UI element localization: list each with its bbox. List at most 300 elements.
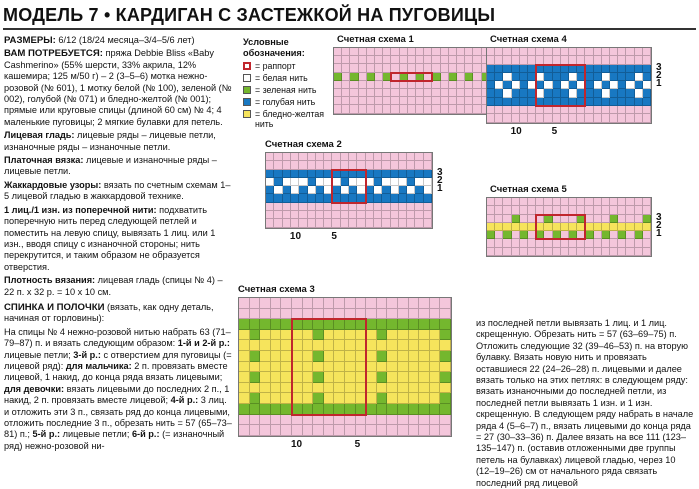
chart-cell: [324, 211, 332, 219]
chart-cell: [415, 211, 423, 219]
chart-cell: [416, 64, 424, 72]
chart-cell: [367, 48, 375, 56]
chart-cell: [635, 248, 643, 256]
chart-cell: [407, 219, 415, 227]
chart-cell: [553, 223, 561, 231]
chart-cell: [643, 48, 651, 56]
chart-cell: [610, 56, 618, 64]
chart-cell: [602, 106, 610, 114]
chart-cell: [357, 211, 365, 219]
chart-cell: [356, 298, 367, 309]
chart-cell: [341, 211, 349, 219]
chart-cell: [356, 415, 367, 426]
chart-cell: [441, 73, 449, 81]
gauge-label: Плотность вязания:: [4, 275, 96, 286]
chart-cell: [473, 56, 481, 64]
chart-cell: [324, 362, 335, 373]
chart-cell: [441, 97, 449, 105]
chart-cell: [400, 105, 408, 113]
chart-cell: [266, 211, 274, 219]
chart-cell: [409, 298, 420, 309]
chart-cell: [643, 106, 651, 114]
chart-cell: [618, 65, 626, 73]
chart-cell: [308, 211, 316, 219]
chart-cell: [281, 351, 292, 362]
chart-cell: [528, 89, 536, 97]
chart-cell: [281, 404, 292, 415]
chart-cell: [441, 48, 449, 56]
chart-cell: [292, 330, 303, 341]
chart-cell: [374, 153, 382, 161]
chart-cell: [334, 309, 345, 320]
chart-cell: [553, 106, 561, 114]
chart-cell: [536, 198, 544, 206]
chart-cell: [643, 114, 651, 122]
chart-cell: [536, 56, 544, 64]
chart-cell: [387, 319, 398, 330]
chart-cell: [416, 89, 424, 97]
chart-cell: [383, 97, 391, 105]
chart-cell: [271, 415, 282, 426]
chart-cell: [569, 231, 577, 239]
chart-cell: [391, 211, 399, 219]
chart-cell: [281, 309, 292, 320]
cross-paragraph: [4, 205, 234, 273]
chart-cell: [334, 56, 342, 64]
chart-cell: [292, 340, 303, 351]
chart-cell: [391, 48, 399, 56]
chart-title: Счетная схема 5: [490, 184, 567, 195]
chart-cell: [528, 98, 536, 106]
chart-cell: [324, 203, 332, 211]
chart-cell: [561, 215, 569, 223]
chart-cell: [383, 64, 391, 72]
back-body-8: (= изнаночный ряд) нежно-розовой ни-: [4, 429, 225, 451]
chart-cell: [391, 219, 399, 227]
chart-cell: [334, 319, 345, 330]
chart-cell: [577, 223, 585, 231]
chart-cell: [299, 170, 307, 178]
chart-cell: [577, 231, 585, 239]
chart-cell: [440, 340, 451, 351]
chart-cell: [569, 206, 577, 214]
chart-cell: [424, 56, 432, 64]
chart-cell: [577, 239, 585, 247]
chart-cell: [643, 56, 651, 64]
column-number: 10: [510, 125, 522, 137]
back-body-7: лицевые петли;: [60, 429, 132, 440]
legend-label: = белая нить: [255, 73, 308, 83]
legend-swatch: [243, 86, 251, 94]
chart-cell: [313, 425, 324, 436]
chart-cell: [374, 178, 382, 186]
chart-cell: [250, 319, 261, 330]
chart-cell: [409, 351, 420, 362]
chart-cell: [332, 178, 340, 186]
chart-cell: [594, 215, 602, 223]
chart-title: Счетная схема 3: [238, 284, 315, 295]
chart-cell: [544, 56, 552, 64]
chart-cell: [512, 231, 520, 239]
chart-cell: [432, 64, 440, 72]
chart-cell: [503, 206, 511, 214]
chart-cell: [416, 73, 424, 81]
chart-cell: [382, 219, 390, 227]
chart-cell: [324, 372, 335, 383]
chart-cell: [544, 239, 552, 247]
chart-cell: [341, 178, 349, 186]
chart-cell: [409, 425, 420, 436]
chart-cell: [643, 248, 651, 256]
chart-cell: [569, 248, 577, 256]
chart-cell: [577, 215, 585, 223]
chart-cell: [594, 206, 602, 214]
chart-cell: [585, 98, 593, 106]
chart-cell: [407, 203, 415, 211]
chart-cell: [383, 73, 391, 81]
chart-cell: [366, 362, 377, 373]
chart-cell: [398, 340, 409, 351]
chart-cell: [407, 153, 415, 161]
chart-cell: [359, 81, 367, 89]
chart-cell: [577, 89, 585, 97]
chart-cell: [239, 393, 250, 404]
chart-title: Счетная схема 2: [265, 139, 342, 150]
chart-cell: [528, 239, 536, 247]
chart-cell: [553, 65, 561, 73]
chart-cell: [430, 298, 441, 309]
chart-cell: [374, 186, 382, 194]
chart-cell: [643, 98, 651, 106]
chart-cell: [266, 178, 274, 186]
chart-cell: [349, 170, 357, 178]
chart-cell: [577, 198, 585, 206]
chart-cell: [342, 89, 350, 97]
chart-cell: [292, 404, 303, 415]
chart-cell: [350, 64, 358, 72]
chart-cell: [332, 161, 340, 169]
chart-cell: [635, 114, 643, 122]
chart-cell: [618, 114, 626, 122]
chart-cell: [610, 206, 618, 214]
chart-cell: [303, 309, 314, 320]
chart-cell: [399, 153, 407, 161]
chart-cell: [391, 186, 399, 194]
chart-cell: [457, 97, 465, 105]
back-row-1-2: 1-й и 2-й р.:: [177, 338, 230, 349]
chart-cell: [375, 105, 383, 113]
chart-cell: [602, 198, 610, 206]
chart-cell: [308, 161, 316, 169]
chart-cell: [341, 203, 349, 211]
chart-cell: [553, 81, 561, 89]
back-heading-note: (вязать, как одну деталь, начиная от горловины):: [4, 301, 214, 324]
chart-cell: [250, 372, 261, 383]
row-number: 3: [656, 211, 662, 223]
chart-cell: [400, 73, 408, 81]
chart-cell: [316, 194, 324, 202]
chart-cell: [594, 56, 602, 64]
chart-cell: [503, 239, 511, 247]
chart-cell: [577, 81, 585, 89]
chart-cell: [419, 393, 430, 404]
chart-cell: [561, 239, 569, 247]
chart-cell: [299, 161, 307, 169]
chart-cell: [341, 186, 349, 194]
chart-cell: [375, 81, 383, 89]
chart-cell: [512, 48, 520, 56]
chart-cell: [553, 114, 561, 122]
legend: [243, 37, 343, 129]
chart-cell: [281, 330, 292, 341]
chart-cell: [430, 330, 441, 341]
chart-cell: [408, 97, 416, 105]
chart-cell: [503, 73, 511, 81]
chart-cell: [553, 206, 561, 214]
chart-cell: [398, 383, 409, 394]
legend-label: = зеленая нить: [255, 85, 317, 95]
chart-cell: [430, 362, 441, 373]
chart-cell: [487, 65, 495, 73]
chart-cell: [618, 248, 626, 256]
garter-label: Платочная вязка:: [4, 155, 84, 166]
chart-cell: [408, 48, 416, 56]
chart-cell: [281, 340, 292, 351]
chart-cell: [520, 215, 528, 223]
chart-cell: [635, 231, 643, 239]
chart-cell: [350, 89, 358, 97]
chart-cell: [594, 114, 602, 122]
chart-cell: [366, 153, 374, 161]
chart-cell: [440, 425, 451, 436]
chart-cell: [487, 73, 495, 81]
chart-cell: [271, 425, 282, 436]
chart-cell: [626, 48, 634, 56]
chart-cell: [602, 215, 610, 223]
chart-cell: [291, 219, 299, 227]
chart-cell: [345, 372, 356, 383]
chart-cell: [495, 215, 503, 223]
chart-cell: [618, 48, 626, 56]
chart-cell: [345, 340, 356, 351]
chart-cell: [594, 198, 602, 206]
chart-cell: [377, 362, 388, 373]
chart-cell: [544, 114, 552, 122]
chart-cell: [415, 161, 423, 169]
chart-cell: [536, 206, 544, 214]
jacquard-label: Жаккардовые узоры:: [4, 179, 102, 190]
chart-cell: [424, 97, 432, 105]
chart-cell: [440, 351, 451, 362]
chart-cell: [271, 362, 282, 373]
chart-cell: [465, 48, 473, 56]
chart-cell: [382, 194, 390, 202]
chart-cell: [281, 372, 292, 383]
chart-cell: [544, 223, 552, 231]
chart-cell: [398, 425, 409, 436]
chart-cell: [487, 106, 495, 114]
chart-cell: [528, 65, 536, 73]
chart-cell: [391, 56, 399, 64]
chart-cell: [345, 319, 356, 330]
chart-cell: [635, 223, 643, 231]
chart-cell: [520, 81, 528, 89]
chart-cell: [487, 231, 495, 239]
chart-cell: [334, 73, 342, 81]
chart-cell: [569, 198, 577, 206]
chart-cell: [356, 309, 367, 320]
chart-cell: [520, 106, 528, 114]
chart-cell: [626, 231, 634, 239]
chart-cell: [440, 383, 451, 394]
chart-cell: [618, 89, 626, 97]
right-body: из последней петли вывязать 1 лиц. и 1 лиц. скрещенную. Обрезать нить = 57 (63–69–75) п. Отложить следующие 32 (39–46–53) п. на вторую булавку. Вязать новую нить и провязать оставшиеся 22 (24–26–28) п. лицевыми и далее вязать только на этих петлях: в следующем ряду: вязать изнаночными до последней петли, из последней петли вывязать 1 изн. и 1 изн. скрещенную. В следующем ряду набрать в начале ряда 4 (5–6–7) п., вязать лицевыми до конца ряда = 27 (30–33–36) п. Далее вязать на все 111 (123–135–147) п. (оставив отложенными две группы петель на булавках) лицевой гладью, через 10 (12–19–26) см от начального ряда связать последний ряд лицевой: [476, 318, 694, 488]
chart-cell: [308, 170, 316, 178]
stockinette-paragraph: [4, 130, 234, 153]
chart-cell: [239, 362, 250, 373]
chart-cell: [424, 161, 432, 169]
chart-cell: [569, 65, 577, 73]
chart-cell: [345, 383, 356, 394]
chart-cell: [345, 351, 356, 362]
chart-cell: [324, 393, 335, 404]
chart-cell: [409, 340, 420, 351]
chart-cell: [398, 351, 409, 362]
legend-item: [243, 85, 343, 95]
chart-cell: [432, 105, 440, 113]
chart-cell: [382, 186, 390, 194]
chart-cell: [366, 219, 374, 227]
chart-cell: [359, 73, 367, 81]
chart-cell: [424, 211, 432, 219]
chart-cell: [585, 89, 593, 97]
chart-cell: [585, 81, 593, 89]
chart-cell: [303, 351, 314, 362]
chart-cell: [610, 239, 618, 247]
chart-cell: [610, 223, 618, 231]
chart-cell: [250, 404, 261, 415]
chart-cell: [416, 105, 424, 113]
chart-cell: [610, 106, 618, 114]
chart-cell: [419, 425, 430, 436]
chart-cell: [495, 239, 503, 247]
chart-cell: [626, 239, 634, 247]
chart-cell: [407, 211, 415, 219]
chart-cell: [366, 330, 377, 341]
chart-cell: [635, 73, 643, 81]
chart-cell: [356, 351, 367, 362]
chart-cell: [643, 73, 651, 81]
chart-cell: [345, 309, 356, 320]
chart-cell: [465, 89, 473, 97]
chart-cell: [536, 48, 544, 56]
chart-cell: [308, 186, 316, 194]
chart-cell: [473, 105, 481, 113]
chart-cell: [366, 211, 374, 219]
chart-cell: [316, 203, 324, 211]
chart-cell: [585, 248, 593, 256]
chart-cell: [407, 186, 415, 194]
chart-cell: [569, 48, 577, 56]
chart-cell: [594, 81, 602, 89]
chart-cell: [407, 161, 415, 169]
chart-cell: [419, 351, 430, 362]
chart-cell: [536, 248, 544, 256]
chart-cell: [626, 98, 634, 106]
chart-cell: [292, 319, 303, 330]
chart-cell: [367, 56, 375, 64]
chart-cell: [260, 319, 271, 330]
chart-cell: [250, 393, 261, 404]
chart-cell: [465, 97, 473, 105]
chart-cell: [377, 425, 388, 436]
chart-cell: [441, 89, 449, 97]
chart-cell: [357, 178, 365, 186]
chart-cell: [375, 48, 383, 56]
chart-cell: [503, 223, 511, 231]
legend-swatch: [243, 74, 251, 82]
chart-cell: [424, 186, 432, 194]
chart-cell: [250, 298, 261, 309]
chart-cell: [585, 206, 593, 214]
chart-cell: [594, 65, 602, 73]
chart-cell: [299, 211, 307, 219]
chart-cell: [332, 219, 340, 227]
chart-cell: [239, 330, 250, 341]
chart-cell: [291, 203, 299, 211]
chart-cell: [356, 362, 367, 373]
chart-cell: [536, 106, 544, 114]
chart-cell: [528, 231, 536, 239]
chart-cell: [387, 425, 398, 436]
chart-cell: [512, 206, 520, 214]
chart-cell: [250, 415, 261, 426]
chart-cell: [528, 48, 536, 56]
chart-cell: [313, 372, 324, 383]
chart-cell: [635, 198, 643, 206]
column-number: 5: [354, 438, 361, 450]
chart-cell: [342, 73, 350, 81]
chart-cell: [487, 239, 495, 247]
chart-cell: [512, 198, 520, 206]
chart-cell: [618, 206, 626, 214]
materials-label: ВАМ ПОТРЕБУЕТСЯ:: [4, 48, 103, 60]
chart-cell: [356, 404, 367, 415]
chart-cell: [577, 106, 585, 114]
chart-cell: [283, 153, 291, 161]
chart-cell: [544, 215, 552, 223]
chart-cell: [449, 97, 457, 105]
back-body-1: На спицы № 4 нежно-розовой нитью набрать 63 (71–79–87) п. и вязать следующим образом:: [4, 326, 231, 349]
chart-cell: [577, 248, 585, 256]
page-header: [3, 3, 696, 30]
chart-cell: [503, 106, 511, 114]
chart-cell: [366, 309, 377, 320]
chart-cell: [345, 404, 356, 415]
chart-cell: [313, 340, 324, 351]
chart-cell: [345, 393, 356, 404]
chart-cell: [283, 219, 291, 227]
chart-cell: [457, 81, 465, 89]
chart-cell: [561, 73, 569, 81]
chart-cell: [332, 211, 340, 219]
chart-cell: [342, 64, 350, 72]
chart-cell: [260, 393, 271, 404]
chart-cell: [350, 97, 358, 105]
chart-cell: [643, 239, 651, 247]
chart-cell: [391, 105, 399, 113]
chart-cell: [357, 203, 365, 211]
